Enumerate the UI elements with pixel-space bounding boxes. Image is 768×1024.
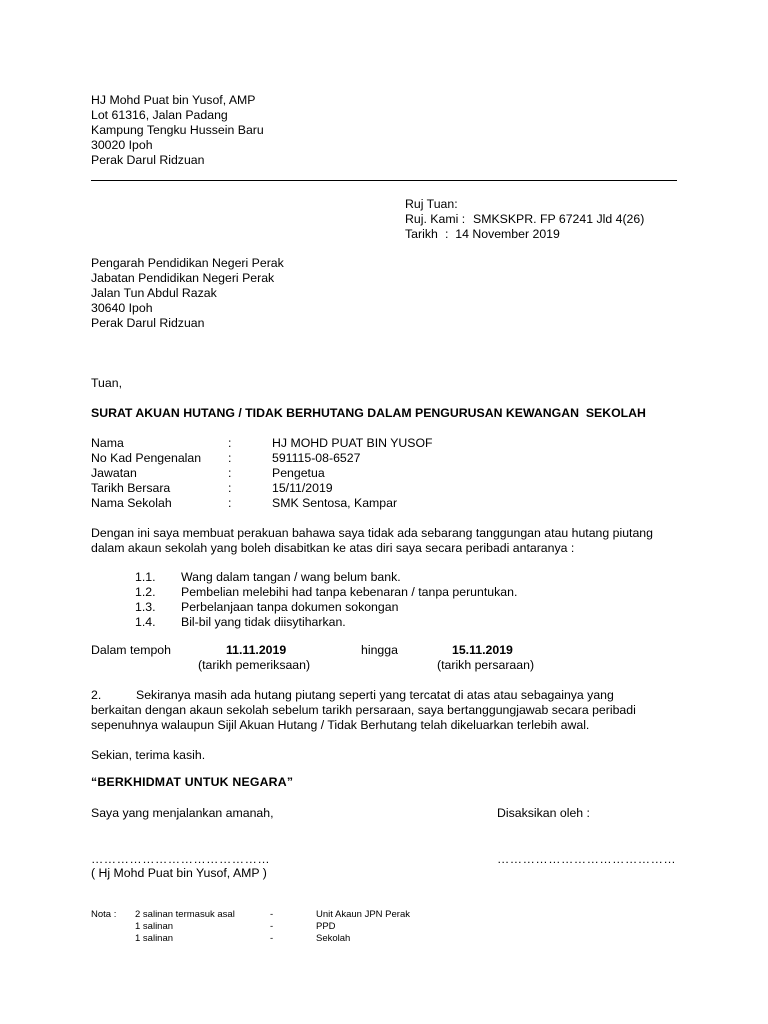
period-label: Dalam tempoh <box>91 643 171 657</box>
detail-value: 591115-08-6527 <box>272 451 361 465</box>
witness-label: Disaksikan oleh : <box>497 806 590 820</box>
list-item <box>135 570 517 585</box>
detail-row <box>91 436 433 451</box>
paragraph-line: Dengan ini saya membuat perakuan bahawa saya tidak ada sebarang tanggungan atau hutang piutang <box>91 526 653 540</box>
declaration-paragraph <box>91 526 653 556</box>
paragraph-number: 2. <box>91 688 102 702</box>
nota-row <box>91 921 410 933</box>
period-from-note: (tarikh pemeriksaan) <box>198 658 311 672</box>
list-item <box>135 585 517 600</box>
detail-colon: : <box>228 436 232 450</box>
item-number: 1.2. <box>135 585 156 599</box>
recipient-line: 30640 Ipoh <box>91 301 153 315</box>
paragraph-line: dalam akaun sekolah yang boleh disabitkan ke atas diri saya secara peribadi antaranya : <box>91 541 575 555</box>
list-item <box>135 615 517 630</box>
sender-line: HJ Mohd Puat bin Yusof, AMP <box>91 93 256 107</box>
detail-value: Pengetua <box>272 466 325 480</box>
paragraph-line: berkaitan dengan akaun sekolah sebelum tarikh persaraan, saya bertanggungjawab secara peribadi <box>91 703 636 717</box>
nota-row <box>91 909 410 921</box>
nota-dash: - <box>270 909 274 920</box>
period-block <box>91 643 651 673</box>
tarikh-label: Tarikh <box>405 227 438 241</box>
list-item <box>135 600 517 615</box>
item-number: 1.4. <box>135 615 156 629</box>
item-number: 1.1. <box>135 570 156 584</box>
detail-row <box>91 466 433 481</box>
detail-colon: : <box>228 481 232 495</box>
recipient-line: Jalan Tun Abdul Razak <box>91 286 217 300</box>
nota-copies: 2 salinan termasuk asal <box>135 909 235 920</box>
detail-colon: : <box>228 466 232 480</box>
paragraph-line: Sekiranya masih ada hutang piutang seperti yang tercatat di atas atau sebagainya yang <box>136 688 614 702</box>
recipient-address <box>91 256 284 331</box>
paragraph-line: sepenuhnya walaupun Sijil Akuan Hutang / Tidak Berhutang telah dikeluarkan terlebih awal. <box>91 718 590 732</box>
detail-value: HJ MOHD PUAT BIN YUSOF <box>272 436 433 450</box>
recipient-line: Perak Darul Ridzuan <box>91 316 205 330</box>
reference-block <box>405 197 644 242</box>
nota-copies: 1 salinan <box>135 921 174 932</box>
salutation: Tuan, <box>91 376 122 390</box>
period-to-date: 15.11.2019 <box>452 643 513 657</box>
letter-subject: SURAT AKUAN HUTANG / TIDAK BERHUTANG DALAM PENGURUSAN KEWANGAN SEKOLAH <box>91 406 646 420</box>
header-divider <box>91 180 677 181</box>
sender-line: Lot 61316, Jalan Padang <box>91 108 228 122</box>
item-text: Perbelanjaan tanpa dokumen sokongan <box>181 600 399 614</box>
tarikh-value: : 14 November 2019 <box>445 227 560 241</box>
witness-line: …………………………………… <box>497 852 677 866</box>
sender-line: 30020 Ipoh <box>91 138 153 152</box>
recipient-line: Jabatan Pendidikan Negeri Perak <box>91 271 275 285</box>
detail-colon: : <box>228 496 232 510</box>
item-text: Bil-bil yang tidak diisytiharkan. <box>181 615 346 629</box>
personal-details <box>91 436 433 511</box>
ruj-kami-label: Ruj. Kami : <box>405 212 466 226</box>
period-from-date: 11.11.2019 <box>226 643 287 657</box>
nota-copies: 1 salinan <box>135 933 174 944</box>
closing-remark: Sekian, terima kasih. <box>91 748 206 762</box>
item-text: Pembelian melebihi had tanpa kebenaran / tanpa peruntukan. <box>181 585 518 599</box>
detail-row <box>91 496 433 511</box>
item-text: Wang dalam tangan / wang belum bank. <box>181 570 401 584</box>
declaration-items <box>135 570 517 630</box>
detail-value: SMK Sentosa, Kampar <box>272 496 398 510</box>
detail-label: Nama Sekolah <box>91 496 172 510</box>
nota-row <box>91 933 410 945</box>
detail-colon: : <box>228 451 232 465</box>
period-hingga: hingga <box>361 643 398 657</box>
nota-block <box>91 909 410 945</box>
motto: “BERKHIDMAT UNTUK NEGARA” <box>91 775 294 789</box>
detail-value: 15/11/2019 <box>272 481 333 495</box>
detail-row <box>91 451 433 466</box>
nota-dash: - <box>270 921 274 932</box>
item-number: 1.3. <box>135 600 156 614</box>
signatory-line: …………………………………… <box>91 852 271 866</box>
nota-destination: Unit Akaun JPN Perak <box>316 909 410 920</box>
ruj-kami-value: SMKSKPR. FP 67241 Jld 4(26) <box>473 212 645 226</box>
recipient-line: Pengarah Pendidikan Negeri Perak <box>91 256 284 270</box>
nota-destination: PPD <box>316 921 336 932</box>
detail-label: Jawatan <box>91 466 137 480</box>
period-to-note: (tarikh persaraan) <box>437 658 535 672</box>
nota-destination: Sekolah <box>316 933 351 944</box>
detail-row <box>91 481 433 496</box>
sender-line: Perak Darul Ridzuan <box>91 153 205 167</box>
nota-label: Nota : <box>91 909 117 920</box>
signatory-label: Saya yang menjalankan amanah, <box>91 806 274 820</box>
detail-label: No Kad Pengenalan <box>91 451 202 465</box>
sender-address <box>91 93 264 168</box>
signer-name: ( Hj Mohd Puat bin Yusof, AMP ) <box>91 866 267 880</box>
sender-line: Kampung Tengku Hussein Baru <box>91 123 264 137</box>
ruj-tuan-label: Ruj Tuan: <box>405 197 458 211</box>
nota-dash: - <box>270 933 274 944</box>
liability-paragraph <box>91 688 636 733</box>
detail-label: Nama <box>91 436 124 450</box>
detail-label: Tarikh Bersara <box>91 481 171 495</box>
